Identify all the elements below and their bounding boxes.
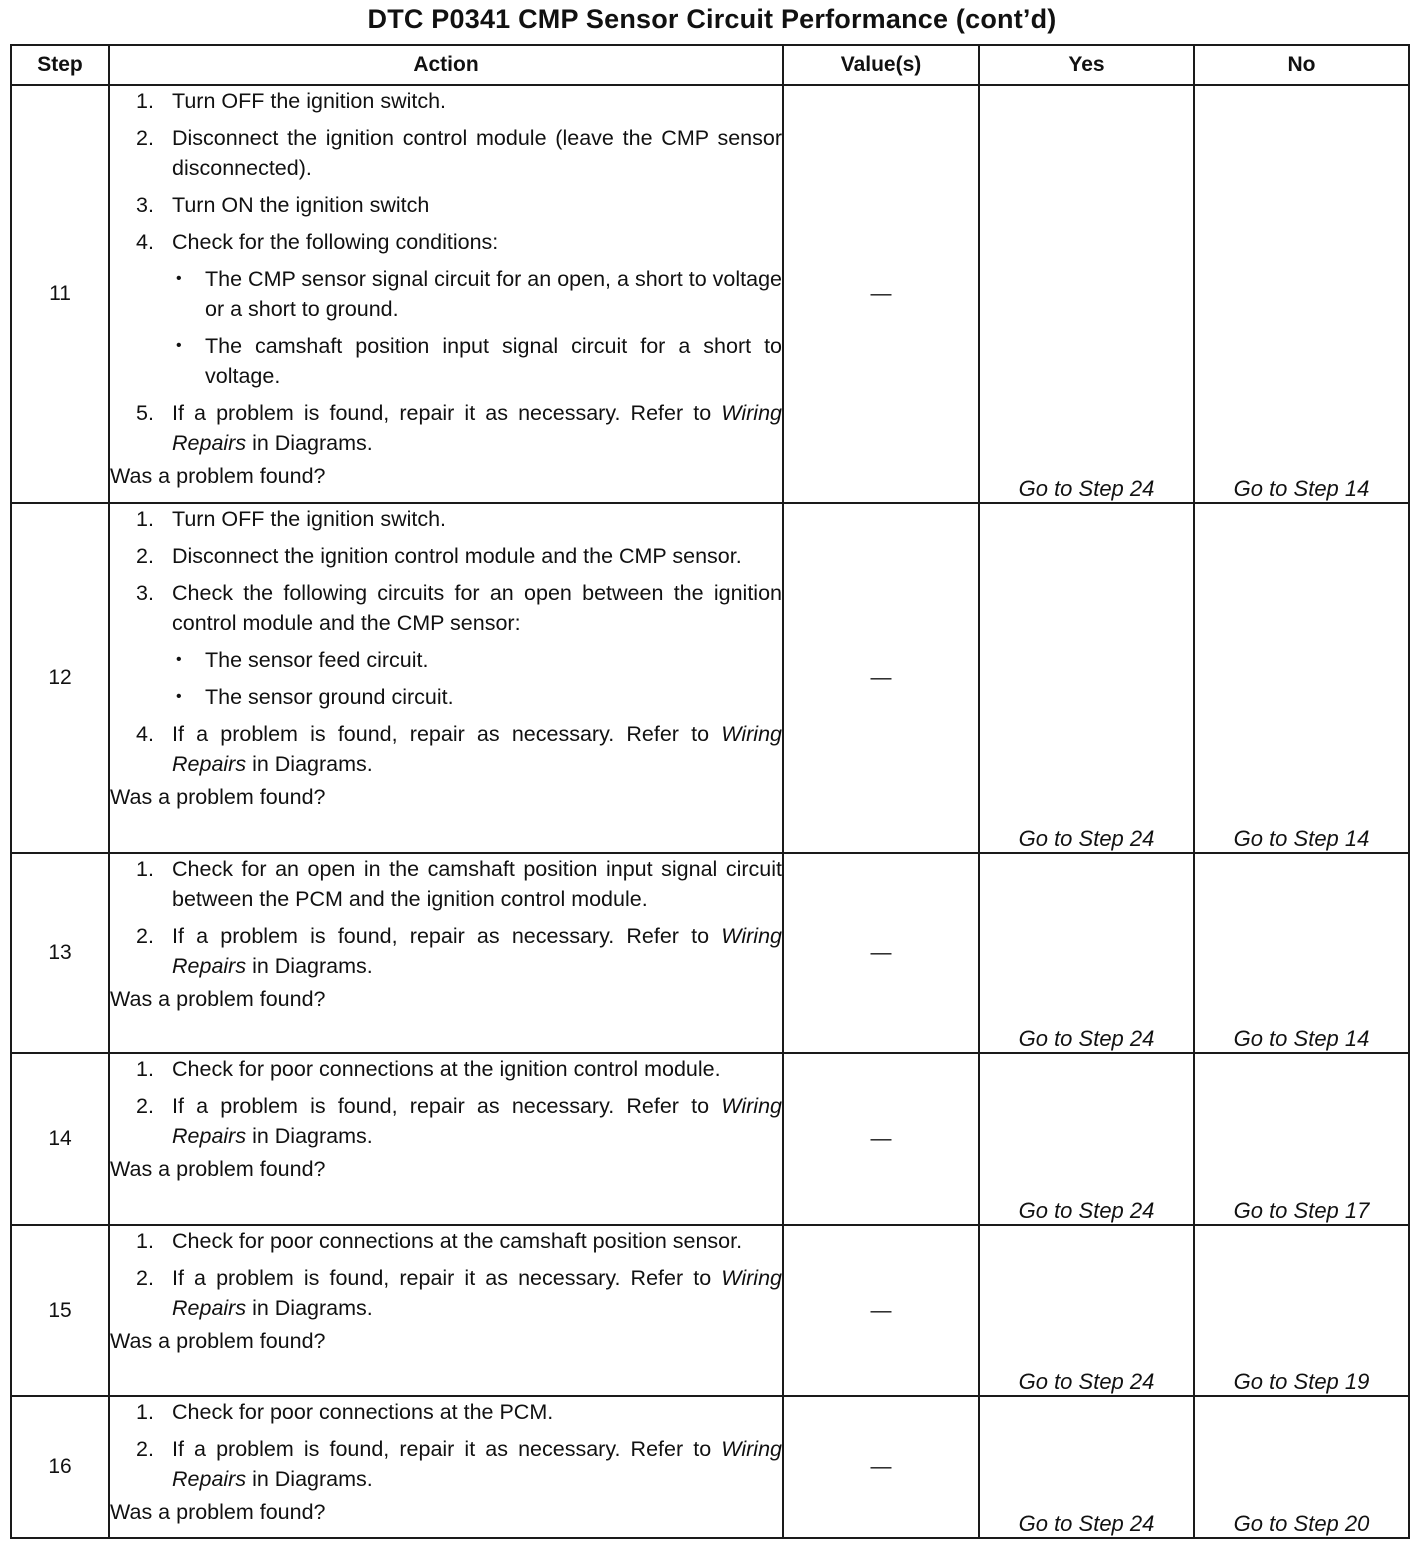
step-item-text: Check for poor connections at the ignition control module.	[172, 1057, 721, 1081]
table-row	[11, 1225, 1409, 1396]
table-row	[11, 503, 1409, 853]
question-text: Was a problem found?	[110, 987, 326, 1011]
header-yes: Yes	[979, 45, 1194, 85]
step-item-text: Check for poor connections at the camshaft position sensor.	[172, 1229, 743, 1253]
no-result: Go to Step 14	[1194, 853, 1409, 1053]
step-item-number: 2.	[136, 1094, 154, 1118]
action-step	[110, 1397, 782, 1427]
table-row	[11, 85, 1409, 503]
ref-post: in Diagrams.	[252, 1124, 373, 1148]
action-step	[110, 398, 782, 458]
action-cell	[109, 1396, 783, 1538]
bullet-icon: •	[176, 337, 182, 354]
value-cell: —	[783, 85, 979, 503]
no-result: Go to Step 20	[1194, 1396, 1409, 1538]
table-row	[11, 1396, 1409, 1538]
value-cell: —	[783, 503, 979, 853]
action-step	[110, 123, 782, 183]
yes-result: Go to Step 24	[979, 853, 1194, 1053]
header-action: Action	[109, 45, 783, 85]
ref-pre: If a problem is found, repair as necessary. Refer to	[172, 924, 710, 948]
yes-result: Go to Step 24	[979, 503, 1194, 853]
condition-item	[172, 331, 782, 391]
action-cell	[109, 85, 783, 503]
header-values: Value(s)	[783, 45, 979, 85]
condition-list	[172, 264, 782, 391]
action-step	[110, 719, 782, 779]
step-item-text: Check for an open in the camshaft position input signal circuit between the PCM and the ignition control module.	[172, 857, 782, 911]
step-item-text	[172, 722, 782, 776]
action-steps	[110, 86, 782, 458]
ref-link-text: Wiring Repairs	[172, 722, 782, 776]
step-item-text: Disconnect the ignition control module and the CMP sensor.	[172, 544, 742, 568]
ref-link-text: Wiring Repairs	[172, 401, 782, 455]
ref-post: in Diagrams.	[252, 1467, 373, 1491]
step-item-number: 1.	[136, 1229, 154, 1253]
condition-text: The camshaft position input signal circuit for a short to voltage.	[205, 334, 782, 388]
step-item-text	[172, 401, 782, 455]
step-number: 11	[11, 85, 109, 503]
step-item-text: Check for poor connections at the PCM.	[172, 1400, 554, 1424]
ref-post: in Diagrams.	[252, 752, 373, 776]
step-item-number: 5.	[136, 401, 154, 425]
ref-post: in Diagrams.	[252, 431, 373, 455]
action-step	[110, 86, 782, 116]
step-item-number: 2.	[136, 924, 154, 948]
no-result: Go to Step 14	[1194, 85, 1409, 503]
table-row	[11, 1053, 1409, 1225]
step-item-number: 1.	[136, 89, 154, 113]
step-item-text	[172, 1437, 782, 1491]
ref-link-text: Wiring Repairs	[172, 1094, 782, 1148]
ref-pre: If a problem is found, repair it as necessary. Refer to	[172, 401, 712, 425]
step-number: 15	[11, 1225, 109, 1396]
bullet-icon: •	[176, 651, 182, 668]
action-steps	[110, 504, 782, 779]
ref-link-text: Wiring Repairs	[172, 1266, 782, 1320]
question-text: Was a problem found?	[110, 1329, 326, 1353]
no-result: Go to Step 17	[1194, 1053, 1409, 1225]
action-step	[110, 1226, 782, 1256]
action-step	[110, 854, 782, 914]
diagnostic-table	[10, 44, 1410, 1539]
header-row	[11, 45, 1409, 85]
action-step	[110, 1091, 782, 1151]
step-item-number: 4.	[136, 722, 154, 746]
value-cell: —	[783, 1225, 979, 1396]
ref-pre: If a problem is found, repair as necessary. Refer to	[172, 1094, 710, 1118]
step-item-number: 4.	[136, 230, 154, 254]
action-steps	[110, 1054, 782, 1151]
action-cell	[109, 1225, 783, 1396]
step-item-number: 2.	[136, 1266, 154, 1290]
action-step	[110, 190, 782, 220]
step-item-number: 2.	[136, 1437, 154, 1461]
action-step	[110, 578, 782, 712]
yes-result: Go to Step 24	[979, 1396, 1194, 1538]
action-step	[110, 1263, 782, 1323]
ref-pre: If a problem is found, repair it as necessary. Refer to	[172, 1437, 712, 1461]
yes-result: Go to Step 24	[979, 1225, 1194, 1396]
action-step	[110, 921, 782, 981]
ref-link-text: Wiring Repairs	[172, 924, 782, 978]
yes-result: Go to Step 24	[979, 1053, 1194, 1225]
condition-item	[172, 682, 782, 712]
action-steps	[110, 854, 782, 981]
action-cell	[109, 1053, 783, 1225]
action-steps	[110, 1226, 782, 1323]
condition-list	[172, 645, 782, 712]
step-item-text	[172, 1266, 782, 1320]
ref-post: in Diagrams.	[252, 1296, 373, 1320]
step-item-text: Turn OFF the ignition switch.	[172, 89, 447, 113]
step-item-number: 2.	[136, 544, 154, 568]
ref-pre: If a problem is found, repair it as necessary. Refer to	[172, 1266, 712, 1290]
step-number: 12	[11, 503, 109, 853]
step-number: 14	[11, 1053, 109, 1225]
step-item-number: 1.	[136, 1057, 154, 1081]
value-cell: —	[783, 853, 979, 1053]
action-step	[110, 1434, 782, 1494]
step-item-number: 1.	[136, 857, 154, 881]
ref-link-text: Wiring Repairs	[172, 1437, 782, 1491]
step-item-number: 1.	[136, 507, 154, 531]
action-cell	[109, 853, 783, 1053]
condition-text: The sensor feed circuit.	[205, 648, 429, 672]
action-step	[110, 227, 782, 391]
step-item-number: 3.	[136, 193, 154, 217]
page-title: DTC P0341 CMP Sensor Circuit Performance (cont’d)	[367, 4, 1057, 34]
header-step: Step	[11, 45, 109, 85]
step-item-text: Check the following circuits for an open between the ignition control module and the CMP sensor:	[172, 581, 782, 635]
no-result: Go to Step 19	[1194, 1225, 1409, 1396]
condition-text: The sensor ground circuit.	[205, 685, 454, 709]
step-number: 13	[11, 853, 109, 1053]
table-row	[11, 853, 1409, 1053]
condition-text: The CMP sensor signal circuit for an open, a short to voltage or a short to ground.	[205, 267, 782, 321]
action-cell	[109, 503, 783, 853]
step-item-text: Turn ON the ignition switch	[172, 193, 430, 217]
value-cell: —	[783, 1396, 979, 1538]
action-step	[110, 1054, 782, 1084]
condition-item	[172, 645, 782, 675]
yes-result: Go to Step 24	[979, 85, 1194, 503]
action-step	[110, 541, 782, 571]
header-no: No	[1194, 45, 1409, 85]
bullet-icon: •	[176, 270, 182, 287]
step-item-number: 1.	[136, 1400, 154, 1424]
question-text: Was a problem found?	[110, 785, 326, 809]
ref-post: in Diagrams.	[252, 954, 373, 978]
question-text: Was a problem found?	[110, 464, 326, 488]
step-item-text: Disconnect the ignition control module (leave the CMP sensor disconnected).	[172, 126, 782, 180]
bullet-icon: •	[176, 688, 182, 705]
step-item-text	[172, 1094, 782, 1148]
action-steps	[110, 1397, 782, 1494]
ref-pre: If a problem is found, repair as necessary. Refer to	[172, 722, 710, 746]
step-item-number: 3.	[136, 581, 154, 605]
step-item-text	[172, 924, 782, 978]
action-step	[110, 504, 782, 534]
step-item-text: Check for the following conditions:	[172, 230, 499, 254]
step-number: 16	[11, 1396, 109, 1538]
value-cell: —	[783, 1053, 979, 1225]
step-item-number: 2.	[136, 126, 154, 150]
question-text: Was a problem found?	[110, 1157, 326, 1181]
question-text: Was a problem found?	[110, 1500, 326, 1524]
step-item-text: Turn OFF the ignition switch.	[172, 507, 447, 531]
no-result: Go to Step 14	[1194, 503, 1409, 853]
condition-item	[172, 264, 782, 324]
